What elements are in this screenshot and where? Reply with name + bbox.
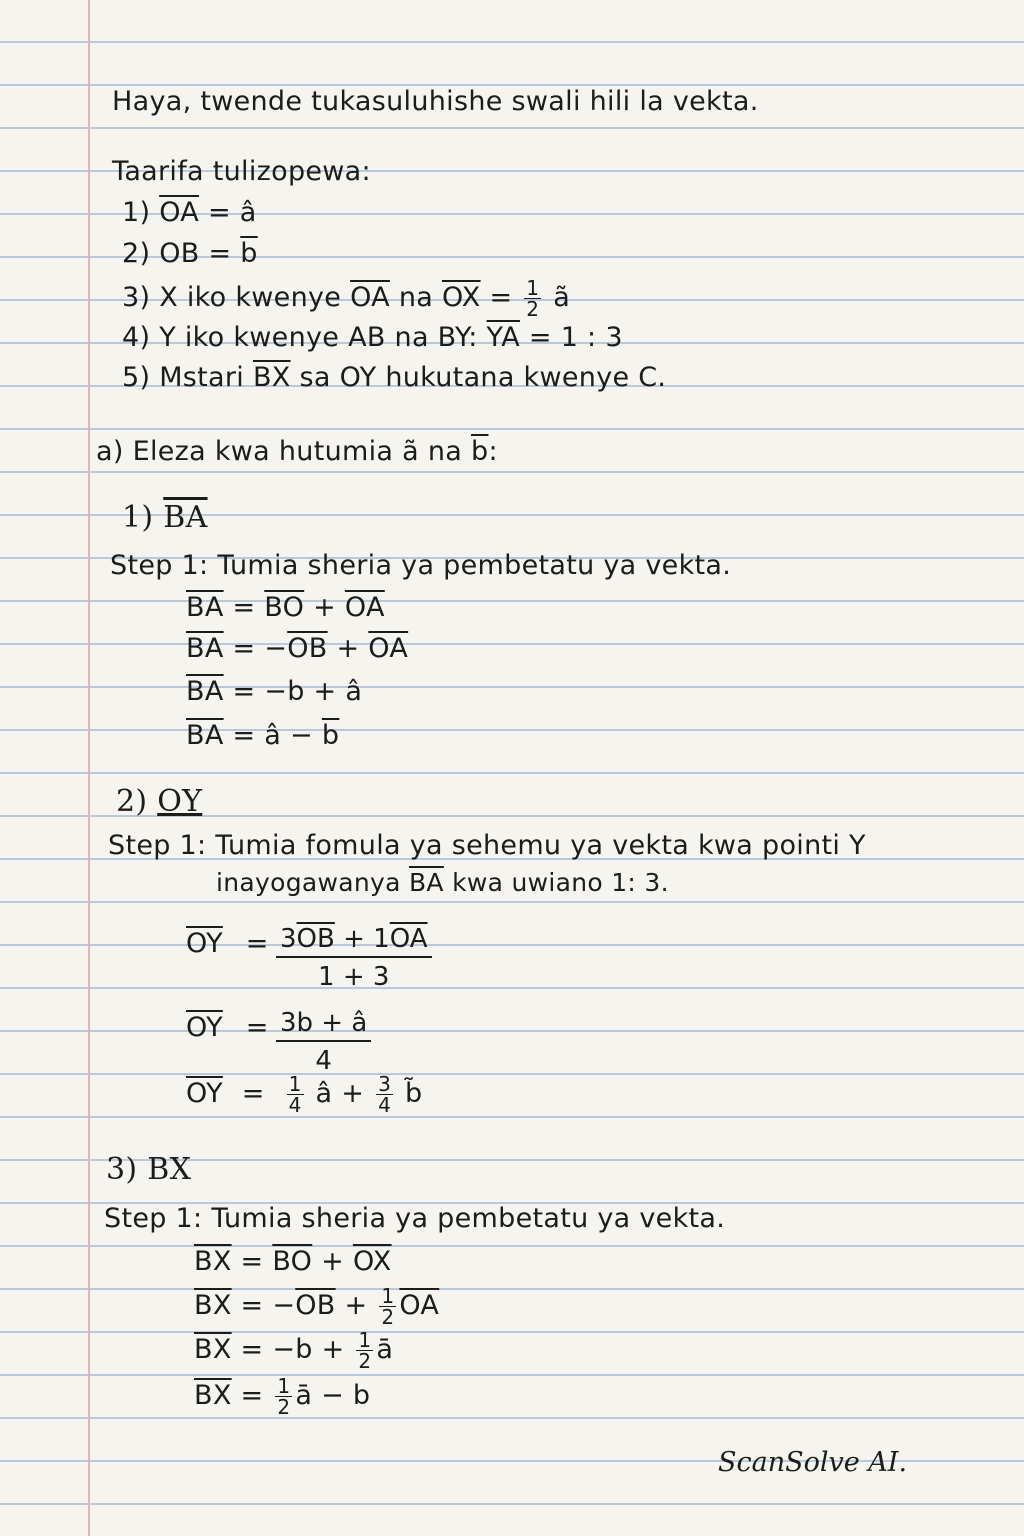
q3-line-1: $\overline{BX} = \overline{BO} + \overline{OX}$: [194, 1246, 392, 1277]
q1-line-3: $\overline{BA} = -b$ + â: [186, 676, 363, 707]
q3-line-2: $\overline{BX} = -\overline{OB}$ + $\frac{1}{2}$ $\overline{OA}$: [194, 1284, 440, 1329]
given-item-5: 5) Mstari $\overline{BX}$ sa OY hukutana kwenye C.: [122, 362, 667, 393]
q2-line-2-fraction: $\frac{3b + â}{4}$: [276, 1008, 371, 1076]
q2-line-1-lhs: $\overline{OY}$ =: [186, 928, 269, 959]
given-item-3: 3) X iko kwenye $\overline{OA}$ na $\overline{OX}$ = $\frac{1}{2}$ ã: [122, 276, 571, 321]
q1-step: Step 1: Tumia sheria ya pembetatu ya vekta.: [110, 550, 732, 581]
q2-line-1-fraction: $\frac{3\overline{OB} + 1\overline{OA}}{1 + 3}$: [276, 924, 432, 992]
q2-heading: 2) OY: [116, 784, 203, 819]
brand-watermark: ScanSolve AI.: [718, 1447, 908, 1478]
q2-step-line-1: Step 1: Tumia fomula ya sehemu ya vekta kwa pointi Y: [108, 830, 866, 861]
given-item-2: 2) OB = $\overline{b}$: [122, 238, 258, 269]
q3-line-3: $\overline{BX} = -b$ + $\frac{1}{2}$ ā: [194, 1328, 394, 1373]
q1-line-2: $\overline{BA} = -\overline{OB} + \overline{OA}$: [186, 633, 409, 664]
q3-line-4: $\overline{BX}$ = $\frac{1}{2}$ ā − b: [194, 1374, 371, 1419]
q1-heading: 1) $\overline{BA}$: [122, 500, 208, 535]
given-item-4: 4) Y iko kwenye AB na BY: $\overline{YA} = 1$ : 3: [122, 322, 623, 353]
q2-step-line-2: inayogawanya $\overline{BA}$ kwa uwiano 1: 3.: [216, 868, 669, 897]
q2-line-2-lhs: $\overline{OY}$ =: [186, 1012, 269, 1043]
q2-line-3: $\overline{OY}$ = $\frac{1}{4}$ â + $\frac{3}{4}$ b̃: [186, 1072, 423, 1117]
given-title: Taarifa tulizopewa:: [112, 156, 371, 187]
q3-step: Step 1: Tumia sheria ya pembetatu ya vekta.: [104, 1203, 726, 1234]
part-a-heading: a) Eleza kwa hutumia ã na $\overline{b}$:: [96, 436, 498, 467]
q1-line-1: $\overline{BA} = \overline{BO} + \overline{OA}$: [186, 592, 385, 623]
margin-line: [88, 0, 90, 1536]
given-item-1: 1) $\overline{OA}$ = â: [122, 197, 257, 228]
q3-heading: 3) BX: [106, 1152, 192, 1187]
q1-line-4: $\overline{BA}$ = â − $\overline{b}$: [186, 720, 340, 751]
intro-text: Haya, twende tukasuluhishe swali hili la vekta.: [112, 86, 759, 117]
